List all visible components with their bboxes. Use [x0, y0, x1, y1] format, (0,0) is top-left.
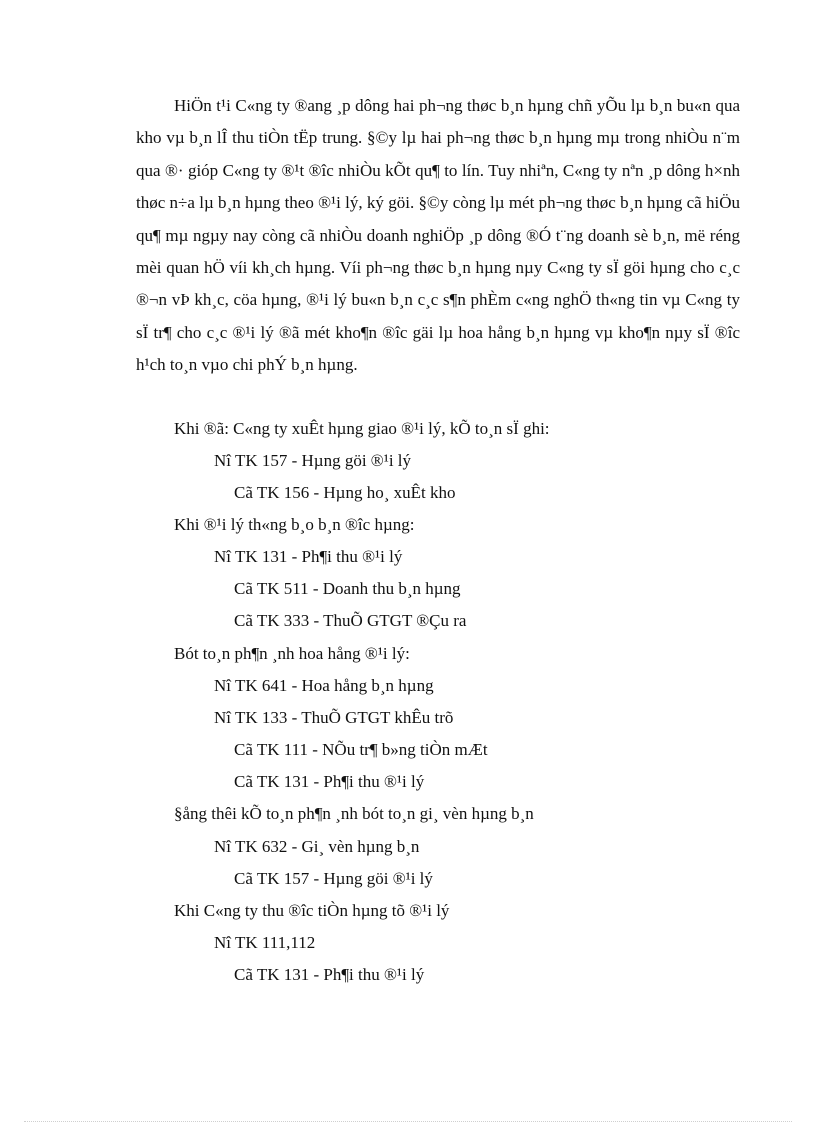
text-line: Cã TK 131 - Ph¶i thu ®¹i lý — [234, 772, 425, 791]
text-line: Nî TK 641 - Hoa hång b¸n hµng — [214, 676, 434, 695]
text-line: Nî TK 111,112 — [214, 933, 316, 952]
text-line: Cã TK 333 - ThuÕ GTGT ®Çu ra — [234, 611, 467, 630]
text-line: Cã TK 131 - Ph¶i thu ®¹i lý — [234, 965, 425, 984]
text-line: Cã TK 157 - Hµng göi ®¹i lý — [234, 869, 433, 888]
text-line: Khi ®¹i lý th«ng b¸o b¸n ®îc hµng: — [174, 515, 415, 534]
text-line: Cã TK 111 - NÕu tr¶ b»ng tiÒn mÆt — [234, 740, 488, 759]
text-line: Bót to¸n ph¶n ¸nh hoa hång ®¹i lý: — [174, 644, 410, 663]
text-line: Khi ®ã: C«ng ty xuÊt hµng giao ®¹i lý, kÕ to¸n sÏ ghi: — [174, 419, 550, 438]
text-line: Nî TK 632 - Gi¸ vèn hµng b¸n — [214, 837, 420, 856]
page-bottom-rule — [24, 1121, 792, 1122]
text-line: Nî TK 133 - ThuÕ GTGT khÊu trõ — [214, 708, 454, 727]
text-line: Cã TK 511 - Doanh thu b¸n hµng — [234, 579, 461, 598]
text-line: Khi C«ng ty thu ®îc tiÒn hµng tõ ®¹i lý — [174, 901, 450, 920]
text-line: Nî TK 131 - Ph¶i thu ®¹i lý — [214, 547, 403, 566]
text-line: Nî TK 157 - Hµng göi ®¹i lý — [214, 451, 412, 470]
intro-paragraph: HiÖn t¹i C«ng ty ®ang ¸p dông hai ph¬ng thøc b¸n hµng chñ yÕu lµ b¸n bu«n qua kho vµ b¸n lÎ thu tiÒn tËp trung. §©y lµ hai ph¬ng thøc b¸n hµng mµ trong nhiÒu n¨m qua ®· gióp C«ng ty ®¹t ®îc nhiÒu kÕt qu¶ to lín. Tuy nhiªn, C«ng ty nªn ¸p dông h×nh thøc n÷a lµ b¸n hµng theo ®¹i lý, ký göi. §©y còng lµ mét ph¬ng thøc b¸n hµng cã hiÖu qu¶ mµ ngµy nay còng cã nhiÒu doanh nghiÖp ¸p dông ®Ó t¨ng doanh sè b¸n, më réng mèi quan hÖ víi kh¸ch hµng. Víi ph¬ng thøc b¸n hµng nµy C«ng ty sÏ göi hµng cho c¸c ®¬n vÞ kh¸c, cöa hµng, ®¹i lý bu«n b¸n c¸c s¶n phÈm c«ng nghÖ th«ng tin vµ C«ng ty sÏ tr¶ cho c¸c ®¹i lý ®ã mét kho¶n ®îc gäi lµ hoa hång b¸n hµng vµ kho¶n nµy sÏ ®îc h¹ch to¸n vµo chi phÝ b¸n hµng. — [136, 96, 740, 375]
text-line: §ång thêi kÕ to¸n ph¶n ¸nh bót to¸n gi¸ vèn hµng b¸n — [174, 804, 534, 823]
text-line: Cã TK 156 - Hµng ho¸ xuÊt kho — [234, 483, 456, 502]
